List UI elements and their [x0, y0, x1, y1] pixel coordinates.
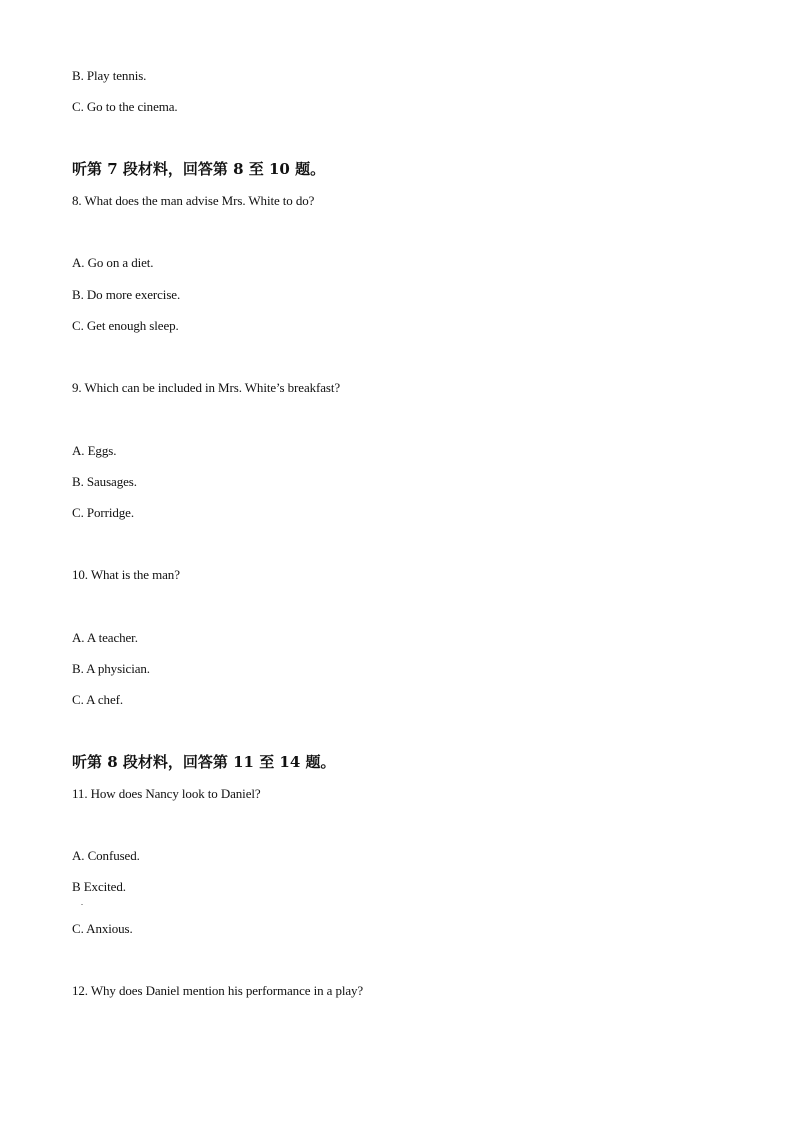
question-9: 9. Which can be included in Mrs. White’s breakfast? — [72, 380, 341, 395]
question-12: 12. Why does Daniel mention his performance in a play? — [72, 983, 364, 998]
question-8-option-c: C. Get enough sleep. — [72, 318, 179, 333]
option-c-cinema: C. Go to the cinema. — [72, 99, 178, 114]
question-9-option-c: C. Porridge. — [72, 505, 134, 520]
question-8-option-b: B. Do more exercise. — [72, 287, 181, 302]
question-11-option-b: B Excited. — [72, 879, 126, 894]
question-11-option-c: C. Anxious. — [72, 921, 133, 936]
question-10-option-c: C. A chef. — [72, 692, 123, 707]
question-11: 11. How does Nancy look to Daniel? — [72, 786, 261, 801]
question-8-option-a: A. Go on a diet. — [72, 255, 154, 270]
section-heading-7: 听第 7 段材料，回答第 8 至 10 题。 — [72, 160, 326, 178]
section-heading-8: 听第 8 段材料，回答第 11 至 14 题。 — [72, 753, 336, 771]
question-11-option-a: A. Confused. — [72, 848, 140, 863]
stray-dot: . — [81, 898, 83, 907]
option-b-play-tennis: B. Play tennis. — [72, 68, 147, 83]
question-9-option-b: B. Sausages. — [72, 474, 137, 489]
question-9-option-a: A. Eggs. — [72, 443, 117, 458]
question-10-option-a: A. A teacher. — [72, 630, 138, 645]
question-10-option-b: B. A physician. — [72, 661, 150, 676]
question-10: 10. What is the man? — [72, 567, 180, 582]
question-8: 8. What does the man advise Mrs. White to do? — [72, 193, 315, 208]
